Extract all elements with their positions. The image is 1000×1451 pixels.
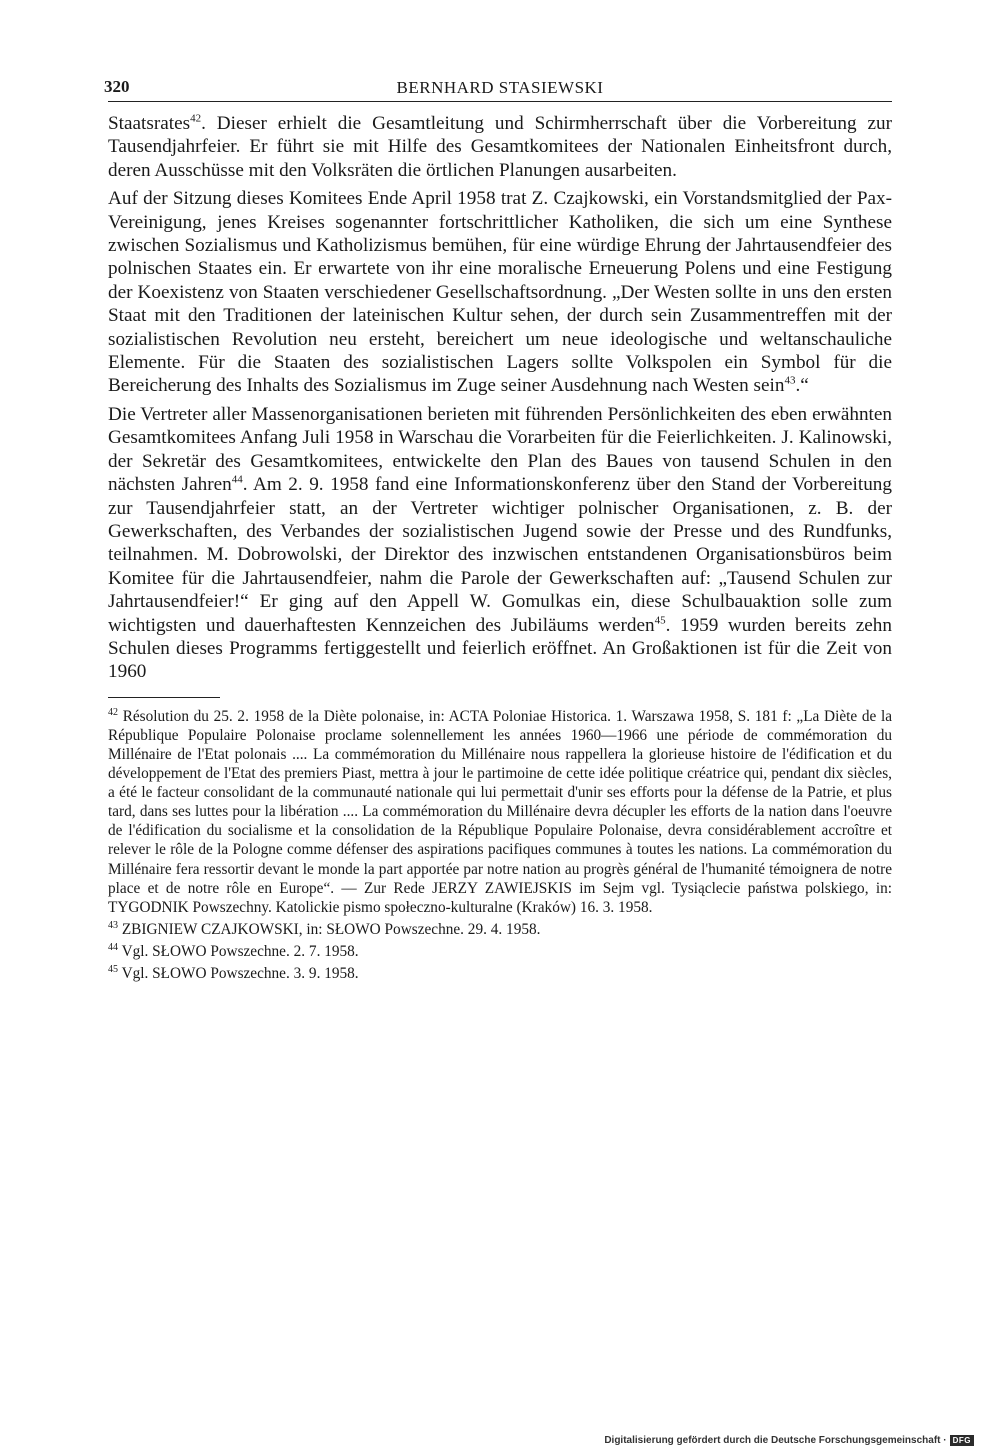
- page-number: 320: [104, 77, 130, 96]
- running-head-author: BERNHARD STASIEWSKI: [396, 78, 604, 97]
- credit-text: Digitalisierung gefördert durch die Deutsche Forschungsgemeinschaft ·: [604, 1435, 947, 1446]
- footnote-44: $^{44}$ Vgl. SŁOWO Powszechne. 2. 7. 1958.: [108, 941, 359, 960]
- body-text: [108, 112, 892, 684]
- footnote-45: $^{45}$ Vgl. SŁOWO Powszechne. 3. 9. 1958.: [108, 963, 359, 982]
- book-page: [104, 75, 892, 986]
- footnote-43: $^{43}$ ZBIGNIEW CZAJKOWSKI, in: SŁOWO Powszechne. 29. 4. 1958.: [108, 919, 541, 938]
- paragraph-2: Auf der Sitzung dieses Komitees Ende April 1958 trat Z. Czajkowski, ein Vorstandsmitglied der Pax-Vereinigung, jenes Kreises sogenannter fortschrittlicher Katholiken, die sich um eine Synthese zwischen Sozialismus und Katholizismus bemühen, für eine würdige Ehrung der Jahrtausendfeier des polnischen Staates ein. Er erwartete von ihr eine moralische Erneuerung Polens und eine Festigung der Koexistenz von Staaten verschiedener Gesellschaftsordnung. „Der Westen sollte in uns den ersten Staat mit den Traditionen der lateinischen Kultur sehen, der durch sein Zusammentreffen mit der sozialistischen Revolution neu ersteht, bereichert um neue ideologische und weltanschauliche Elemente. Für die Staaten des sozialistischen Lagers sollte Volkspolen ein Symbol für die Bereicherung des Inhalts des Sozialismus im Zuge seiner Ausdehnung nach Westen sein$^{43}$.“: [108, 188, 892, 397]
- footnote-ref-43[interactable]: 43: [784, 375, 796, 388]
- footnote-rule: [108, 697, 220, 698]
- footnote-ref-42[interactable]: 42: [190, 112, 202, 125]
- digitization-credit: [604, 1435, 974, 1446]
- footnote-ref-45[interactable]: 45: [654, 614, 666, 627]
- running-head: [104, 75, 892, 102]
- footnotes: [108, 707, 892, 983]
- paragraph-1: Staatsrates$^{42}$. Dieser erhielt die Gesamtleitung und Schirmherrschaft über die Vorbereitung zur Tausendjahrfeier. Er führt sie mit Hilfe des Gesamtkomitees der Nationalen Einheitsfront durch, deren Ausschüsse mit den Volksräten die örtlichen Planungen ausarbeiten.: [108, 112, 892, 181]
- paragraph-3: Die Vertreter aller Massenorganisationen berieten mit führenden Persönlichkeiten des eben erwähnten Gesamtkomitees Anfang Juli 1958 in Warschau die Vorarbeiten für die Feierlichkeiten. J. Kalinowski, der Sekretär des Gesamtkomitees, entwickelte den Plan des Baues von tausend Schulen in den nächsten Jahren$^{44}$. Am 2. 9. 1958 fand eine Informationskonferenz über den Stand der Vorbereitung zur Tausendjahrfeier statt, an der Vertreter wichtiger polnischer Organisationen, z. B. der Gewerkschaften, des Verbandes der sozialistischen Jugend sowie der Presse und des Rundfunks, teilnahmen. M. Dobrowolski, der Direktor des inzwischen entstandenen Organisationsbüros beim Komitee für die Jahrtausendfeier, nahm die Parole der Gewerkschaften auf: „Tausend Schulen zur Jahrtausendfeier!“ Er ging auf den Appell W. Gomulkas ein, diese Schulbauaktion solle zum wichtigsten und dauerhaftesten Kennzeichen des Jubiläums werden$^{45}$. 1959 wurden bereits zehn Schulen dieses Programms fertiggestellt und feierlich eröffnet. An Großaktionen ist für die Zeit von 1960: [108, 403, 892, 683]
- dfg-logo: DFG: [950, 1435, 974, 1446]
- footnote-42: $^{42}$ Résolution du 25. 2. 1958 de la Diète polonaise, in: ACTA Poloniae Historica. 1. Warszawa 1958, S. 181 f: „La Diète de la République Populaire Polonaise proclame solennellement les années 1960—1966 une période de commémoration du Millénaire de l'Etat polonais .... La commémoration du Millénaire nous rappellera la glorieuse histoire de l'édification et du développement de l'Etat des premiers Piast, mettra à jour le partimoine de cette idée politique créatrice qui, pendant dix siècles, a été le facteur consolidant de la communauté nationale qui lui permettait d'unir ses efforts pour la défense de la Patrie, et plus tard, dans ses luttes pour la libération .... La commémoration du Millénaire devra décupler les efforts de la nation dans l'oeuvre de l'édification du socialisme et la consolidation de la République Populaire Polonaise, devra considérablement accroître et relever le rôle de la Pologne comme défenser des aspirations pacifiques communes à toutes les nations. La commémoration du Millénaire fera ressortir devant le monde la part apportée par notre nation au progrès général de l'humanité témoignera de notre place et de notre rôle en Europe“. — Zur Rede JERZY ZAWIEJSKIS im Sejm vgl. Tysiąclecie państwa polskiego, in: TYGODNIK Powszechny. Katolickie pismo społeczno-kulturalne (Kraków) 16. 3. 1958.: [108, 706, 892, 916]
- footnote-ref-44[interactable]: 44: [231, 473, 243, 486]
